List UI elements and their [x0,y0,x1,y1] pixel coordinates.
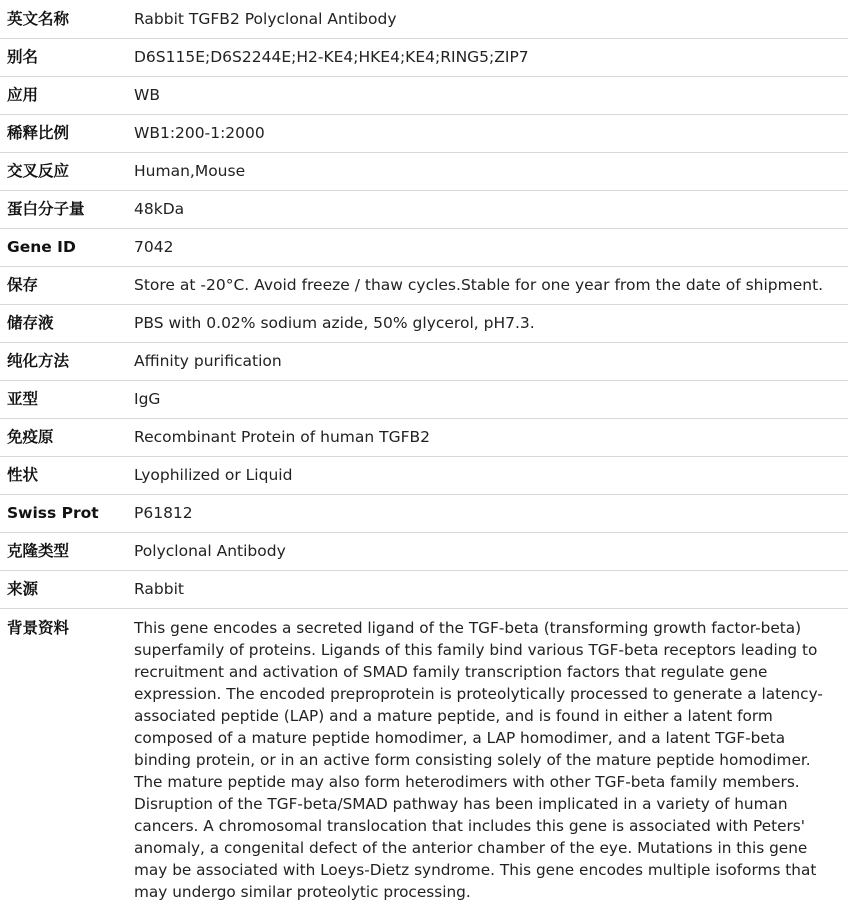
value-cross-reactivity: Human,Mouse [126,152,848,190]
value-isotype: IgG [126,380,848,418]
value-host: Rabbit [126,570,848,608]
row-dilution [0,114,848,152]
row-background [0,608,848,907]
value-gene-id: 7042 [126,228,848,266]
label-alias: 别名 [0,38,126,76]
label-clonality: 克隆类型 [0,532,126,570]
label-form: 性状 [0,456,126,494]
row-cross-reactivity [0,152,848,190]
value-purification: Affinity purification [126,342,848,380]
value-application: WB [126,76,848,114]
row-host [0,570,848,608]
row-english-name [0,0,848,38]
row-storage [0,266,848,304]
label-gene-id: Gene ID [0,228,126,266]
row-application [0,76,848,114]
label-application: 应用 [0,76,126,114]
label-english-name: 英文名称 [0,0,126,38]
label-cross-reactivity: 交叉反应 [0,152,126,190]
label-background: 背景资料 [7,618,70,637]
label-storage: 保存 [0,266,126,304]
value-clonality: Polyclonal Antibody [126,532,848,570]
value-molecular-weight: 48kDa [126,190,848,228]
value-swiss-prot: P61812 [126,494,848,532]
label-molecular-weight: 蛋白分子量 [0,190,126,228]
label-host: 来源 [0,570,126,608]
row-molecular-weight [0,190,848,228]
row-gene-id [0,228,848,266]
label-isotype: 亚型 [0,380,126,418]
row-immunogen [0,418,848,456]
value-storage: Store at -20°C. Avoid freeze / thaw cycles.Stable for one year from the date of shipment. [126,266,848,304]
row-form [0,456,848,494]
row-clonality [0,532,848,570]
value-form: Lyophilized or Liquid [126,456,848,494]
label-dilution: 稀释比例 [0,114,126,152]
value-english-name: Rabbit TGFB2 Polyclonal Antibody [126,0,848,38]
row-isotype [0,380,848,418]
row-purification [0,342,848,380]
value-background: This gene encodes a secreted ligand of the TGF-beta (transforming growth factor-beta) superfamily of proteins. Ligands of this family bind various TGF-beta receptors leading to recruitment and activation of SMAD family transcription factors that regulate gene expression. The encoded preproprotein is proteolytically processed to generate a latency-associated peptide (LAP) and a mature peptide, and is found in either a latent form composed of a mature peptide homodimer, a LAP homodimer, and a latent TGF-beta binding protein, or in an active form consisting solely of the mature peptide homodimer. The mature peptide may also form heterodimers with other TGF-beta family members. Disruption of the TGF-beta/SMAD pathway has been implicated in a variety of human cancers. A chromosomal translocation that includes this gene is associated with Peters' anomaly, a congenital defect of the anterior chamber of the eye. Mutations in this gene may be associated with Loeys-Dietz syndrome. This gene encodes multiple isoforms that may undergo similar proteolytic processing. [134,618,823,901]
label-swiss-prot: Swiss Prot [0,494,126,532]
row-alias [0,38,848,76]
row-swiss-prot [0,494,848,532]
value-alias: D6S115E;D6S2244E;H2-KE4;HKE4;KE4;RING5;ZIP7 [126,38,848,76]
label-storage-buffer: 储存液 [0,304,126,342]
value-immunogen: Recombinant Protein of human TGFB2 [126,418,848,456]
row-storage-buffer [0,304,848,342]
value-dilution: WB1:200-1:2000 [126,114,848,152]
label-purification: 纯化方法 [0,342,126,380]
value-storage-buffer: PBS with 0.02% sodium azide, 50% glycerol, pH7.3. [126,304,848,342]
label-immunogen: 免疫原 [0,418,126,456]
